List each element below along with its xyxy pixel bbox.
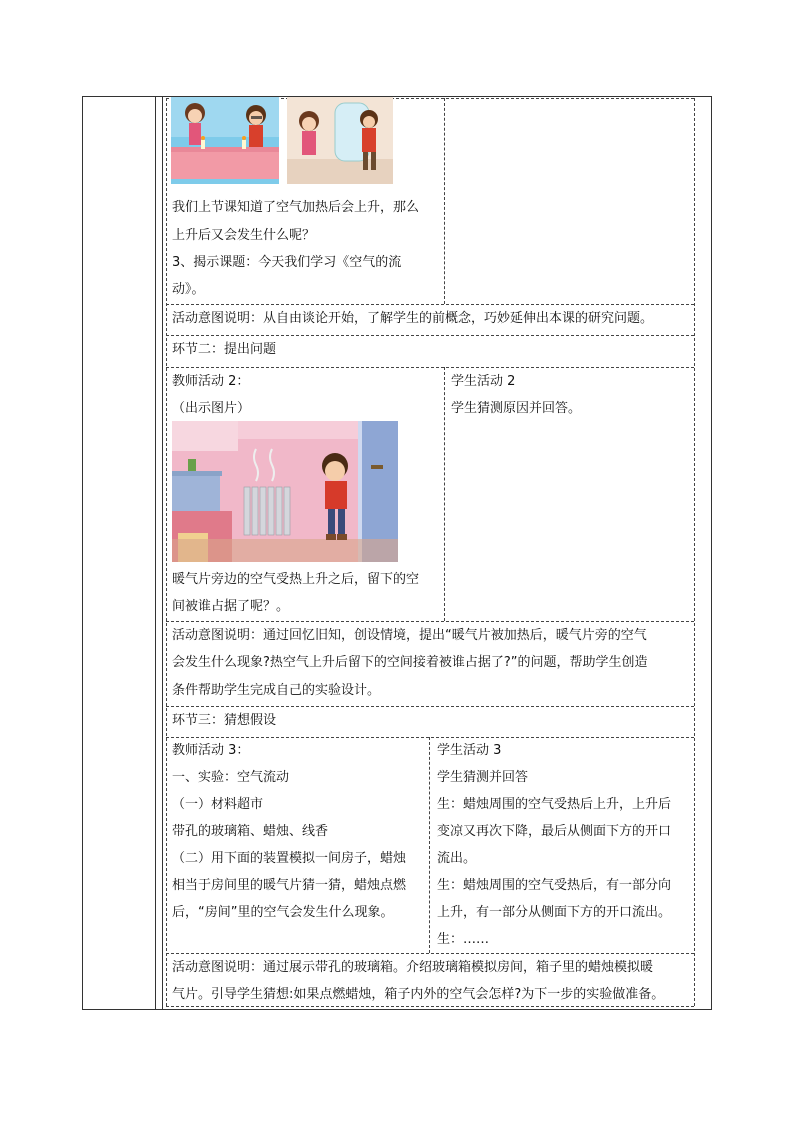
section-title-3: 环节三：猜想假设	[172, 713, 277, 728]
teacher-text-line: 暖气片旁边的空气受热上升之后，留下的空	[172, 572, 420, 587]
teacher-text-line: 相当于房间里的暖气片猜一猜，蜡烛点燃	[172, 878, 407, 893]
inner-border-right	[694, 98, 695, 1006]
inner-border-left	[166, 98, 167, 1006]
student-activity-title: 学生活动 2	[451, 374, 516, 389]
teacher-text-line: 后，“房间”里的空气会发生什么现象。	[172, 905, 394, 920]
teacher-activity-title: 教师活动 2：	[172, 374, 250, 389]
student-text-line: 生：蜡烛周围的空气受热后，有一部分向	[437, 878, 672, 893]
topic-reveal-line: 动》。	[172, 282, 205, 297]
teacher-text-line: （二）用下面的装置模拟一间房子，蜡烛	[172, 851, 407, 866]
teacher-text-line: 上升后又会发生什么呢？	[172, 228, 316, 243]
student-text-line: 流出。	[437, 851, 477, 866]
children-with-jar-image	[287, 97, 393, 184]
column-divider-inner	[162, 96, 163, 1010]
section-title-2: 环节二：提出问题	[172, 342, 277, 357]
children-with-candles-image	[171, 97, 279, 184]
column-divider-left	[155, 96, 156, 1010]
teacher-text-line: （一）材料超市	[172, 797, 264, 812]
student-text-line: 生：……	[437, 932, 490, 947]
teacher-text-line: 教师活动 3：	[172, 743, 250, 758]
student-text-line: 学生猜测并回答	[437, 770, 529, 785]
teacher-text-line: （出示图片）	[172, 401, 251, 416]
activity-intent-2: 会发生什么现象?热空气上升后留下的空间接着被谁占据了?”的问题，帮助学生创造	[172, 655, 648, 670]
col-line	[429, 737, 430, 953]
student-text-line: 生：蜡烛周围的空气受热后上升，上升后	[437, 797, 672, 812]
teacher-text-line: 我们上节课知道了空气加热后会上升，那么	[172, 200, 420, 215]
teacher-text-line: 带孔的玻璃箱、蜡烛、线香	[172, 824, 329, 839]
teacher-text-line: 一、实验：空气流动	[172, 770, 290, 785]
col-line	[444, 98, 445, 304]
radiator-room-image	[172, 421, 398, 562]
activity-intent-3: 气片。引导学生猜想:如果点燃蜡烛，箱子内外的空气会怎样?为下一步的实验做准备。	[172, 987, 665, 1002]
teacher-text-line: 间被谁占据了呢？。	[172, 599, 290, 614]
activity-intent-2: 活动意图说明：通过回忆旧知，创设情境，提出“暖气片被加热后，暖气片旁的空气	[172, 628, 647, 643]
student-text-line: 上升，有一部分从侧面下方的开口流出。	[437, 905, 672, 920]
activity-intent-2: 条件帮助学生完成自己的实验设计。	[172, 683, 381, 698]
student-text-line: 学生活动 3	[437, 743, 502, 758]
activity-intent-1: 活动意图说明：从自由谈论开始，了解学生的前概念，巧妙延伸出本课的研究问题。	[172, 311, 654, 326]
topic-reveal-line: 3、揭示课题：今天我们学习《空气的流	[172, 255, 402, 270]
col-line	[444, 367, 445, 621]
student-text-line: 变凉又再次下降，最后从侧面下方的开口	[437, 824, 672, 839]
activity-intent-3: 活动意图说明：通过展示带孔的玻璃箱。介绍玻璃箱模拟房间，箱子里的蜡烛模拟暖	[172, 960, 654, 975]
student-text-line: 学生猜测原因并回答。	[451, 401, 582, 416]
